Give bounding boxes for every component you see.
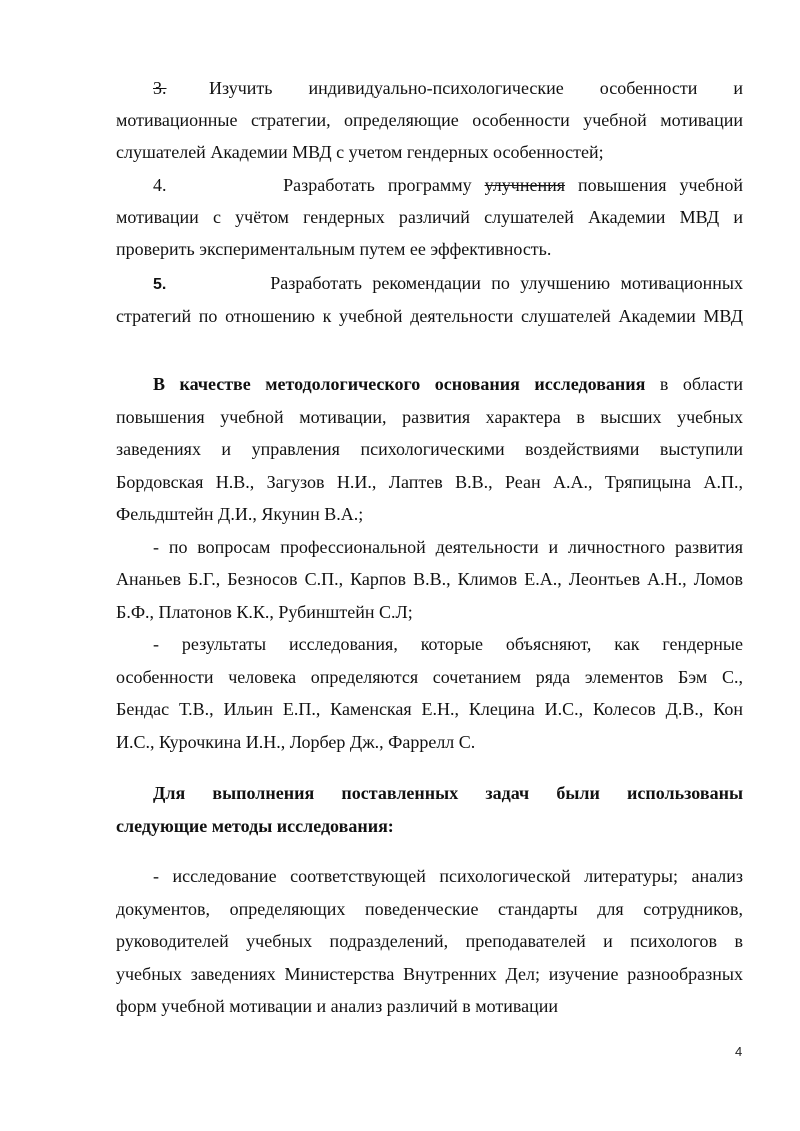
item-4-line-2: мотивации с учётом гендерных различий слушателей Академии МВД и [116,207,743,227]
item-3-line-3: слушателей Академии МВД с учетом гендерных особенностей; [116,142,604,162]
methodology-line-1: В качестве методологического основания исследования в области [153,374,743,394]
methods-line-4: учебных заведениях Министерства Внутренних Дел; изучение разнообразных [116,964,743,984]
item-5-line-2: стратегий по отношению к учебной деятельности слушателей Академии МВД [116,306,743,326]
professional-line-3: Б.Ф., Платонов К.К., Рубинштейн С.Л; [116,602,413,622]
professional-line-2: Ананьев Б.Г., Безносов С.П., Карпов В.В., Климов Е.А., Леонтьев А.Н., Ломов [116,569,743,589]
item-5-number: 5. [153,276,167,293]
methods-line-5: форм учебной мотивации и анализ различий в мотивации [116,996,559,1016]
methods-line-3: руководителей учебных подразделений, преподавателей и психологов в [116,931,743,951]
methodology-line-3: заведениях и управления психологическими воздействиями выступили [116,439,743,459]
methods-line-2: документов, определяющих поведенческие стандарты для сотрудников, [116,899,743,919]
gender-line-4: И.С., Курочкина И.Н., Лорбер Дж., Фаррелл С. [116,732,476,752]
item-3-line-1: 3. Изучить индивидуально-психологические особенности и [153,78,743,98]
methods-heading-line-1: Для выполнения поставленных задач были использованы [153,783,743,803]
methods-heading-line-2: следующие методы исследования: [116,816,394,836]
methodology-line-2: повышения учебной мотивации, развития характера в высших учебных [116,407,743,427]
struck-word: улучнения [484,175,565,195]
item-3-number: 3. [153,78,167,98]
item-4-line-1: 4. Разработать программу улучнения повышения учебной [153,175,743,195]
methodology-bold-lead: В качестве методологического основания исследования [153,374,646,394]
gender-line-3: Бендас Т.В., Ильин Е.П., Каменская Е.Н., Клецина И.С., Колесов Д.В., Кон [116,699,743,719]
methodology-line-4: Бордовская Н.В., Загузов Н.И., Лаптев В.В., Реан А.А., Тряпицына А.П., [116,472,743,492]
item-3-line-2: мотивационные стратегии, определяющие особенности учебной мотивации [116,110,743,130]
methodology-line-5: Фельдштейн Д.И., Якунин В.А.; [116,504,364,524]
gender-line-2: особенности человека определяются сочетанием ряда элементов Бэм С., [116,667,743,687]
item-4-line-3: проверить экспериментальным путем ее эффективность. [116,239,552,259]
item-5-line-1: 5. Разработать рекомендации по улучшению мотивационных [153,273,743,293]
methods-line-1: - исследование соответствующей психологической литературы; анализ [153,866,743,886]
professional-line-1: - по вопросам профессиональной деятельности и личностного развития [153,537,743,557]
page-number: 4 [735,1044,743,1059]
gender-line-1: - результаты исследования, которые объясняют, как гендерные [153,634,743,654]
item-4-number: 4. [153,175,167,195]
